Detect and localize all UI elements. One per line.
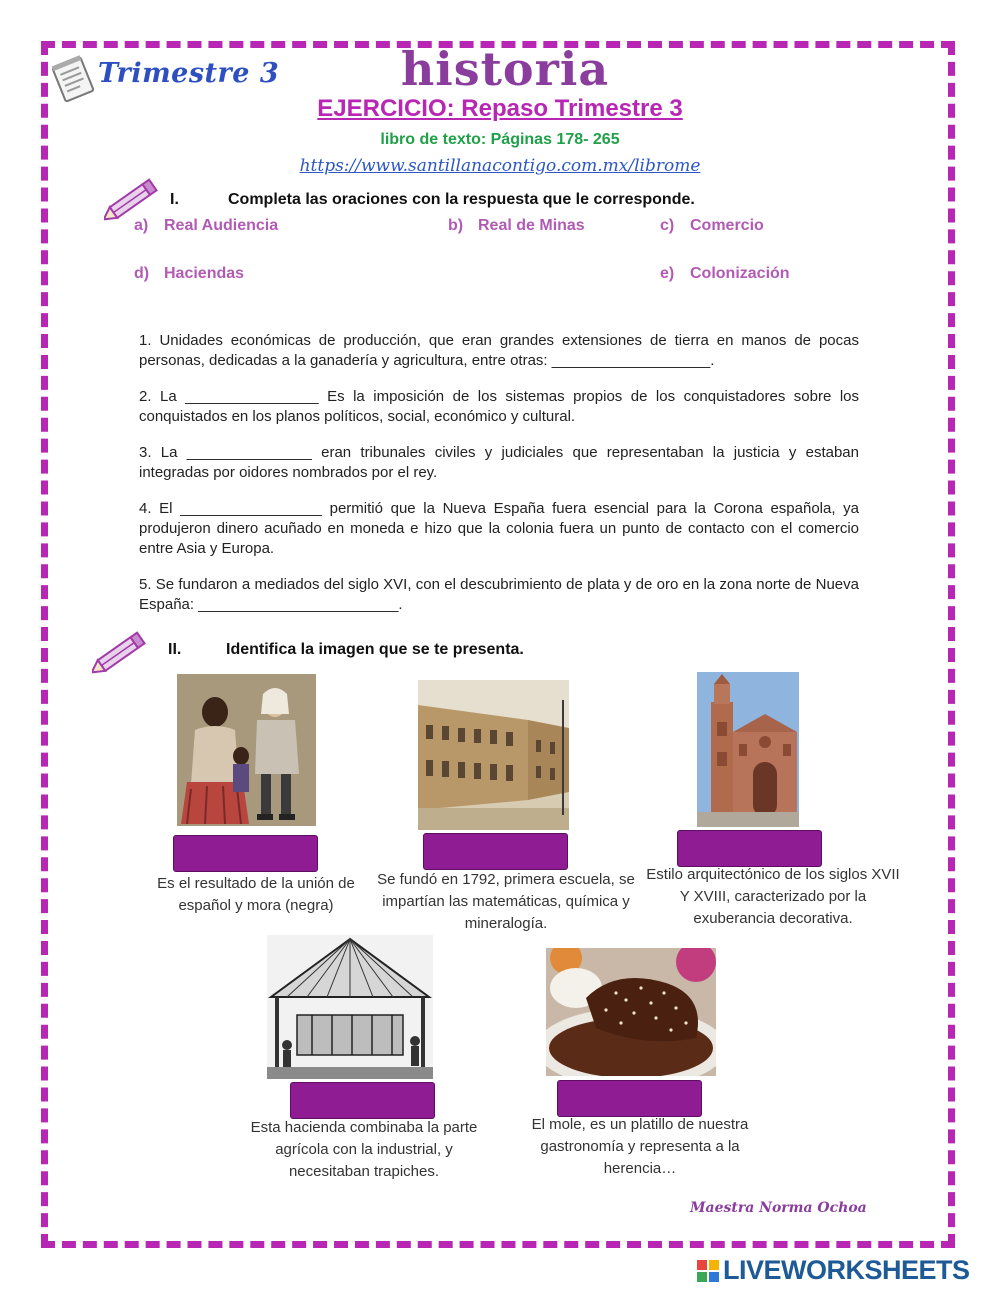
section-1-heading [170,191,695,209]
question-1: 1. Unidades económicas de producción, que eran grandes extensiones de tierra en manos de pocas personas, dedicadas a la ganadería y agricultura, entre otras: ___________________. [139,332,859,369]
option-d: d) Haciendas [134,265,245,282]
answer-box-2[interactable] [423,833,568,870]
section-1-title: Completa las oraciones con la respuesta que le corresponde. [228,191,695,208]
caption-5: El mole, es un platillo de nuestra gastronomía y representa a la herencia… [531,1116,749,1177]
option-b: b) Real de Minas [448,217,585,234]
trimester-label: Trimestre 3 [98,58,280,89]
image-baroque-cathedral [697,672,799,827]
section-2-heading [168,641,524,659]
option-e: e) Colonización [660,265,790,282]
answer-box-5[interactable] [557,1080,702,1117]
textbook-link[interactable]: https://www.santillanacontigo.com.mx/librome [299,156,701,176]
caption-1: Es el resultado de la unión de español y mora (negra) [157,875,355,914]
answer-box-3[interactable] [677,830,822,867]
question-5: 5. Se fundaron a mediados del siglo XVI, con el descubrimiento de plata y de oro en la zona norte de Nueva España: ________________________. [139,576,859,613]
teacher-signature: Maestra Norma Ochoa [690,1200,867,1216]
caption-4: Esta hacienda combinaba la parte agrícola con la industrial, y necesitaban trapiches. [250,1119,478,1180]
image-casta-painting [177,674,316,826]
image-mining-palace [418,680,569,830]
answer-box-1[interactable] [173,835,318,872]
exercise-title: EJERCICIO: Repaso Trimestre 3 [317,95,683,122]
textbook-pages: libro de texto: Páginas 178- 265 [380,131,620,148]
caption-3: Estilo arquitectónico de los siglos XVII Y XVIII, caracterizado por la exuberancia decorativa. [646,866,900,927]
question-4: 4. El _________________ permitió que la Nueva España fuera esencial para la Corona española, ya produjeron dinero acuñado en moneda e hizo que la colonia fuera un punto de contacto con el comercio entre Asia y Europa. [139,500,859,557]
caption-2: Se fundó en 1792, primera escuela, se impartían las matemáticas, química y mineralogía. [377,871,635,932]
section-2-number: II. [168,641,182,658]
option-a: a) Real Audiencia [134,217,279,234]
question-2: 2. La ________________ Es la imposición de los sistemas propios de los conquistadores sobre los conquistados en los planos políticos, social, económico y cultural. [139,388,859,425]
pencil-icon [92,625,152,680]
liveworksheets-watermark [697,1255,970,1286]
subject-title: historia [400,42,610,96]
option-c: c) Comercio [660,217,764,234]
answer-box-4[interactable] [290,1082,435,1119]
image-hacienda-engraving [267,935,433,1079]
section-2-title: Identifica la imagen que se te presenta. [226,641,524,658]
watermark-text: LIVEWORKSHEETS [723,1255,970,1285]
image-mole-dish [546,948,716,1076]
question-3: 3. La _______________ eran tribunales civiles y judiciales que representaban la justicia y estaban integradas por oidores nombrados por el rey. [139,444,859,481]
liveworksheets-logo-icon [697,1258,719,1280]
section-1-number: I. [170,191,179,208]
